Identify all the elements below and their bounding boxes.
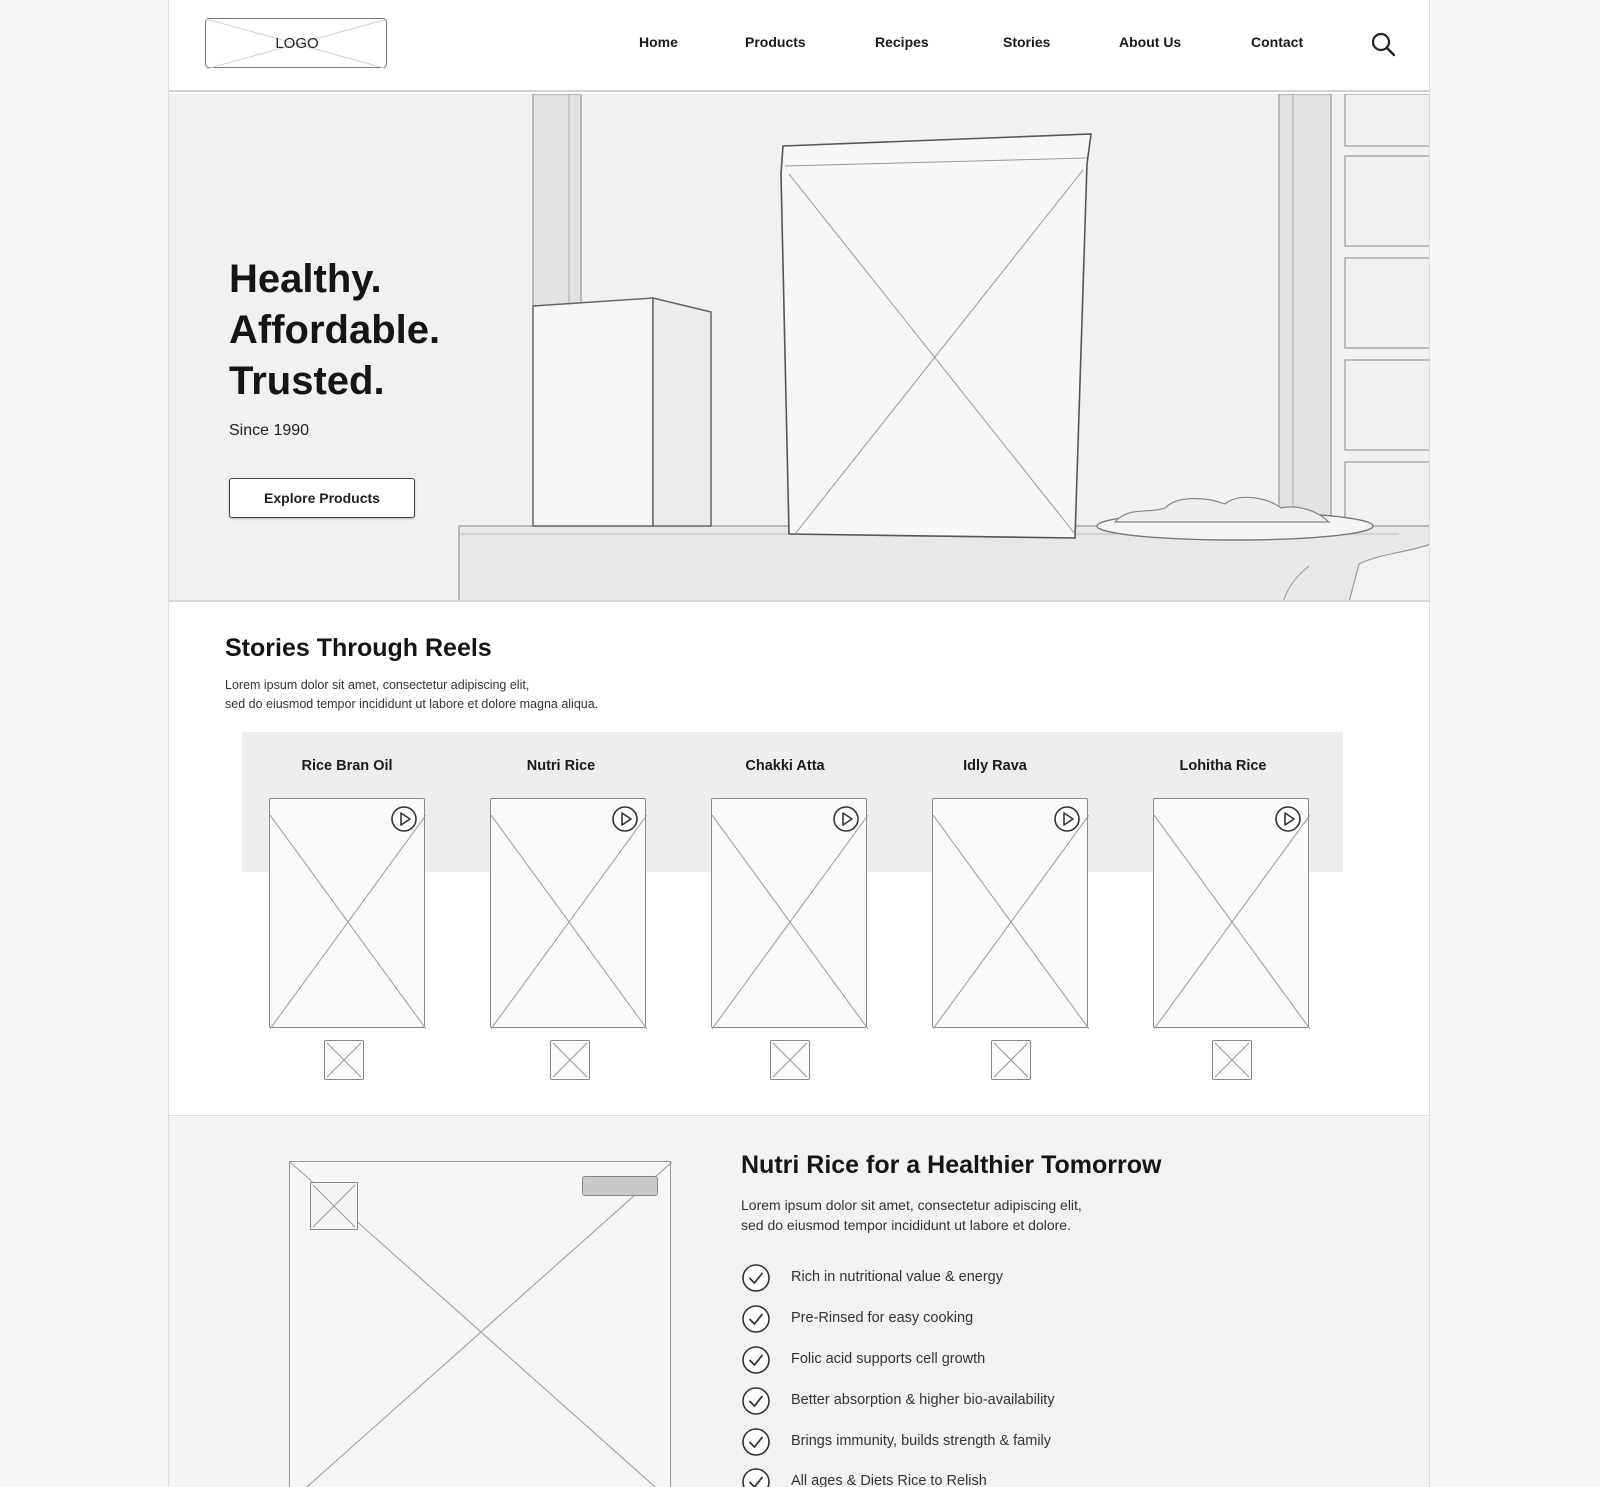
nav-contact[interactable]: Contact (1251, 34, 1304, 50)
page (168, 0, 1430, 1487)
reel-thumbnail[interactable] (991, 1040, 1031, 1080)
nav-home[interactable]: Home (639, 34, 678, 50)
description-line: Lorem ipsum dolor sit amet, consectetur adipiscing elit, (741, 1197, 1082, 1213)
play-icon[interactable] (390, 805, 418, 833)
check-circle-icon (741, 1386, 771, 1416)
reel-thumbnail[interactable] (550, 1040, 590, 1080)
feature-text: Rich in nutritional value & energy (791, 1269, 1003, 1285)
image-placeholder-icon (491, 799, 647, 1029)
image-placeholder-icon (933, 799, 1089, 1029)
nav-about-us[interactable]: About Us (1119, 34, 1182, 50)
reel-thumbnail[interactable] (1212, 1040, 1252, 1080)
feature-text: Folic acid supports cell growth (791, 1351, 986, 1367)
product-image-placeholder (289, 1161, 671, 1487)
play-icon[interactable] (832, 805, 860, 833)
explore-products-button[interactable]: Explore Products (229, 478, 415, 518)
image-placeholder-icon (311, 1183, 357, 1229)
logo-text: LOGO (275, 35, 319, 52)
section-title: Nutri Rice for a Healthier Tomorrow (741, 1151, 1162, 1179)
feature-text: Brings immunity, builds strength & family (791, 1433, 1052, 1449)
hero-since-text: Since 1990 (229, 422, 310, 439)
reel-label: Lohitha Rice (1179, 758, 1267, 774)
reel-card[interactable] (711, 798, 867, 1028)
stories-section (169, 604, 1430, 1116)
image-placeholder-icon (712, 799, 868, 1029)
reel-label: Chakki Atta (745, 758, 825, 774)
section-title: Stories Through Reels (225, 634, 492, 662)
image-placeholder-icon (1213, 1041, 1251, 1079)
reel-card[interactable] (269, 798, 425, 1028)
feature-text: Better absorption & higher bio-availability (791, 1392, 1055, 1408)
check-circle-icon (741, 1427, 771, 1457)
reel-thumbnail[interactable] (324, 1040, 364, 1080)
hero-headline-line: Healthy. (229, 257, 382, 301)
image-placeholder-icon (992, 1041, 1030, 1079)
nav-recipes[interactable]: Recipes (875, 34, 929, 50)
section-description (225, 676, 825, 714)
image-placeholder-icon (551, 1041, 589, 1079)
feature-text: All ages & Diets Rice to Relish (791, 1473, 987, 1487)
image-placeholder-icon (1154, 799, 1310, 1029)
reel-label: Rice Bran Oil (301, 758, 393, 774)
badge-image-placeholder (310, 1182, 358, 1230)
search-icon[interactable] (1369, 30, 1397, 58)
description-line: sed do eiusmod tempor incididunt ut labore et dolore magna aliqua. (225, 697, 599, 711)
check-circle-icon (741, 1467, 771, 1487)
feature-text: Pre-Rinsed for easy cooking (791, 1310, 974, 1326)
hero-headline-line: Trusted. (229, 359, 385, 403)
check-circle-icon (741, 1263, 771, 1293)
image-placeholder-icon (270, 799, 426, 1029)
tag-placeholder (582, 1176, 658, 1196)
nav-stories[interactable]: Stories (1003, 34, 1051, 50)
check-circle-icon (741, 1304, 771, 1334)
play-icon[interactable] (611, 805, 639, 833)
image-placeholder-icon (325, 1041, 363, 1079)
play-icon[interactable] (1053, 805, 1081, 833)
nav-products[interactable]: Products (745, 34, 806, 50)
description-line: sed do eiusmod tempor incididunt ut labore et dolore. (741, 1217, 1071, 1233)
reel-card[interactable] (1153, 798, 1309, 1028)
check-circle-icon (741, 1345, 771, 1375)
hero-section (169, 94, 1430, 602)
site-header (169, 0, 1430, 92)
image-placeholder-icon (771, 1041, 809, 1079)
reel-label: Nutri Rice (526, 758, 596, 774)
reel-thumbnail[interactable] (770, 1040, 810, 1080)
reel-label: Idly Rava (963, 758, 1027, 774)
nutri-rice-section (169, 1117, 1430, 1487)
hero-headline (229, 254, 440, 407)
section-description (741, 1195, 1082, 1235)
play-icon[interactable] (1274, 805, 1302, 833)
reel-card[interactable] (932, 798, 1088, 1028)
logo[interactable] (205, 18, 387, 68)
reel-card[interactable] (490, 798, 646, 1028)
hero-headline-line: Affordable. (229, 308, 441, 352)
description-line: Lorem ipsum dolor sit amet, consectetur adipiscing elit, (225, 678, 530, 692)
